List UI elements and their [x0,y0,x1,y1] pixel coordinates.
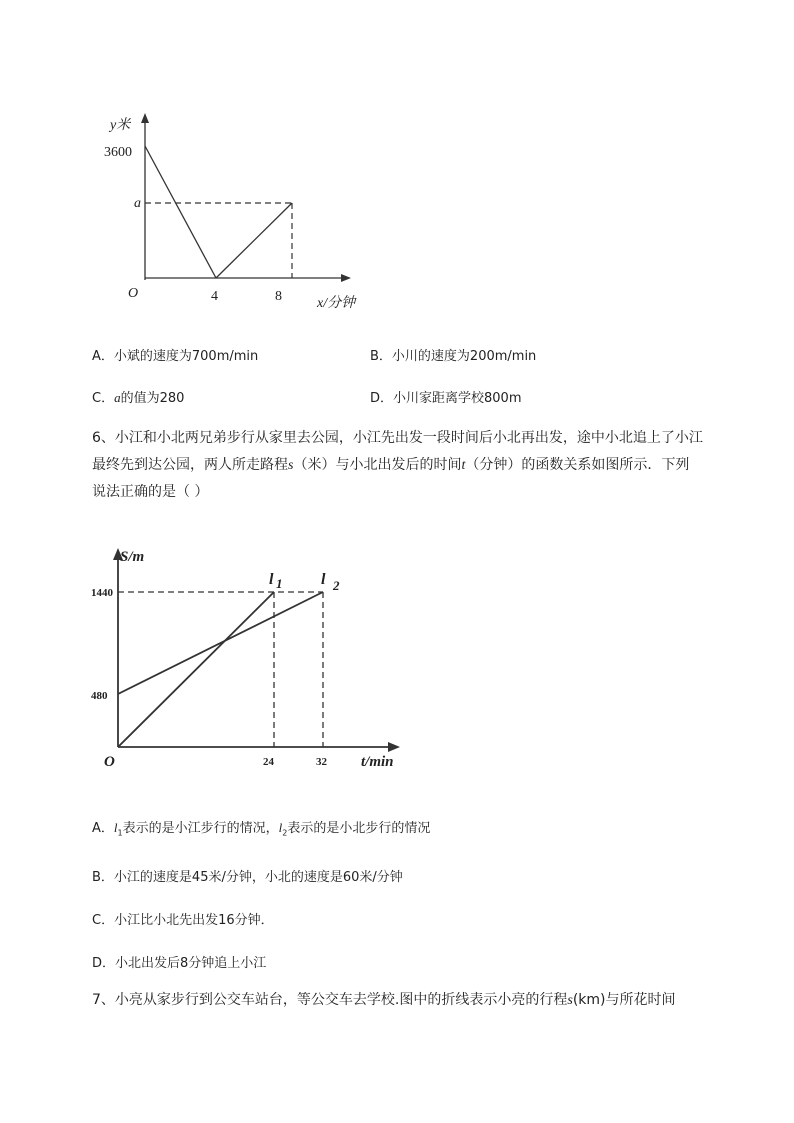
fig2-x-label: t/min [361,754,394,770]
q6-var-t: t [461,458,466,473]
fig2-l2-label: l [321,571,326,588]
q5-option-c-prefix: C． [92,391,115,406]
q5-option-c-suffix: 的值为280 [120,391,185,406]
q6-option-c[interactable]: C．小江比小北先出发16分钟． [92,913,274,928]
fig1-y-label: y米 [110,118,131,133]
q6-option-a-l2-sub: 2 [282,828,288,838]
q7-stem: 7、小亮从家步行到公交车站台，等公交车去学校.图中的折线表示小亮的行程s(km)与所花时间 [92,992,676,1008]
fig1-tick-3600: 3600 [104,145,132,160]
fig2-origin: O [104,754,115,770]
q6-line-1: 6、小江和小北两兄弟步行从家里去公园，小江先出发一段时间后小北再出发，途中小北追上了小江 [92,430,703,446]
q5-option-b[interactable]: B．小川的速度为200m/min [370,349,537,364]
fig2-l1-label: l [269,571,274,588]
q6-line-2: 最终先到达公园，两人所走路程s（米）与小北出发后的时间t（分钟）的函数关系如图所示．下列 [92,457,690,473]
fig2-y-label: S/m [120,549,145,565]
fig1-x-label: x/分钟 [317,296,356,311]
q6-line-3: 说法正确的是（ ） [92,484,209,500]
fig1-tick-8: 8 [275,289,282,304]
figure-2-graph [88,540,418,775]
fig1-origin: O [128,286,139,301]
q6-option-a-l2: l [278,820,283,835]
fig2-tick-1440: 1440 [91,587,113,599]
figure-1-graph [95,110,395,315]
q6-var-s: s [288,458,294,473]
q5-option-d[interactable]: D．小川家距离学校800m [370,391,522,406]
q6-option-b[interactable]: B．小江的速度是45米/分钟，小北的速度是60米/分钟 [92,870,403,885]
q6-stem [92,425,742,506]
q5-option-c[interactable] [92,387,184,406]
fig2-l1-sub: 1 [276,576,283,591]
fig2-tick-32: 32 [316,756,327,768]
q5-option-c-var: a [114,390,121,405]
fig2-line-l1 [118,592,274,747]
fig2-line-l2 [118,592,323,694]
q6-option-a-l1: l [113,820,118,835]
q6-option-a-l1-sub: 1 [117,828,123,838]
fig2-l2-sub: 2 [333,578,340,593]
fig2-tick-24: 24 [263,756,274,768]
q5-option-a[interactable]: A．小斌的速度为700m/min [92,349,259,364]
fig1-tick-4: 4 [211,289,218,304]
q7-var-s: s [567,993,573,1008]
q6-option-a[interactable]: A．$l_1$表示的是小江步行的情况，$l_2$表示的是小北步行的情况 [92,820,431,838]
q6-option-d[interactable]: D．小北出发后8分钟追上小江 [92,956,267,971]
fig2-x-arrow [388,742,400,752]
fig2-tick-480: 480 [91,690,108,702]
fig1-tick-a: a [134,196,141,211]
